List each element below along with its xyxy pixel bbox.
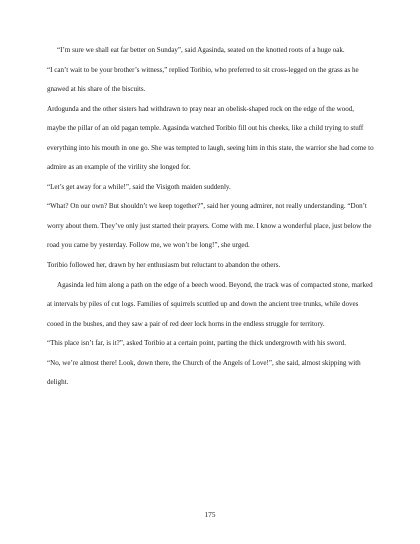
paragraph: “No, we’re almost there! Look, down there, the Church of the Angels of Love!”, she said, almost skipping with delight. <box>47 358 361 387</box>
paragraph: Ardogunda and the other sisters had withdrawn to pray near an obelisk-shaped rock on the edge of the wood, maybe the pillar of an old pagan temple. Agasinda watched Toribio fill out his cheeks, like a child trying to stuff everything into his mouth in one go. She was tempted to laugh, seeing him in this state, the warrior she had come to admire as an example of the virility she longed for. <box>47 104 374 172</box>
paragraph: “What? On our own? But shouldn’t we keep together?”, said her young admirer, not really understanding. “Don’t worry about them. They’ve only just started their prayers. Come with me. I know a wonderful place, just below the road you came by yesterday. Follow me, we won’t be long!”, she urged. <box>47 202 372 250</box>
paragraph: Toribio followed her, drawn by her enthusiasm but reluctant to abandon the others. <box>47 261 281 270</box>
paragraph: “I can’t wait to be your brother’s witness,” replied Toribio, who preferred to sit cross-legged on the grass as he gnawed at his share of the biscuits. <box>47 65 359 94</box>
paragraph: “I’m sure we shall eat far better on Sunday”, said Agasinda, seated on the knotted roots of a huge oak. <box>57 46 345 54</box>
paragraph: “Let’s get away for a while!”, said the Visigoth maiden suddenly. <box>47 182 231 191</box>
paragraph: Agasinda led him along a path on the edge of a beech wood. Beyond, the track was of compacted stone, marked at intervals by piles of cut logs. Families of squirrels scuttled up and down the ancient tree trunks, while doves cooed in the bushes, and they saw a pair of red deer lock horns in the endless struggle for territory. <box>47 280 373 328</box>
body-text <box>47 41 374 393</box>
page-number: 175 <box>204 510 216 519</box>
paragraph: “This place isn’t far, is it?”, asked Toribio at a certain point, parting the thick undergrowth with his sword. <box>47 339 347 348</box>
